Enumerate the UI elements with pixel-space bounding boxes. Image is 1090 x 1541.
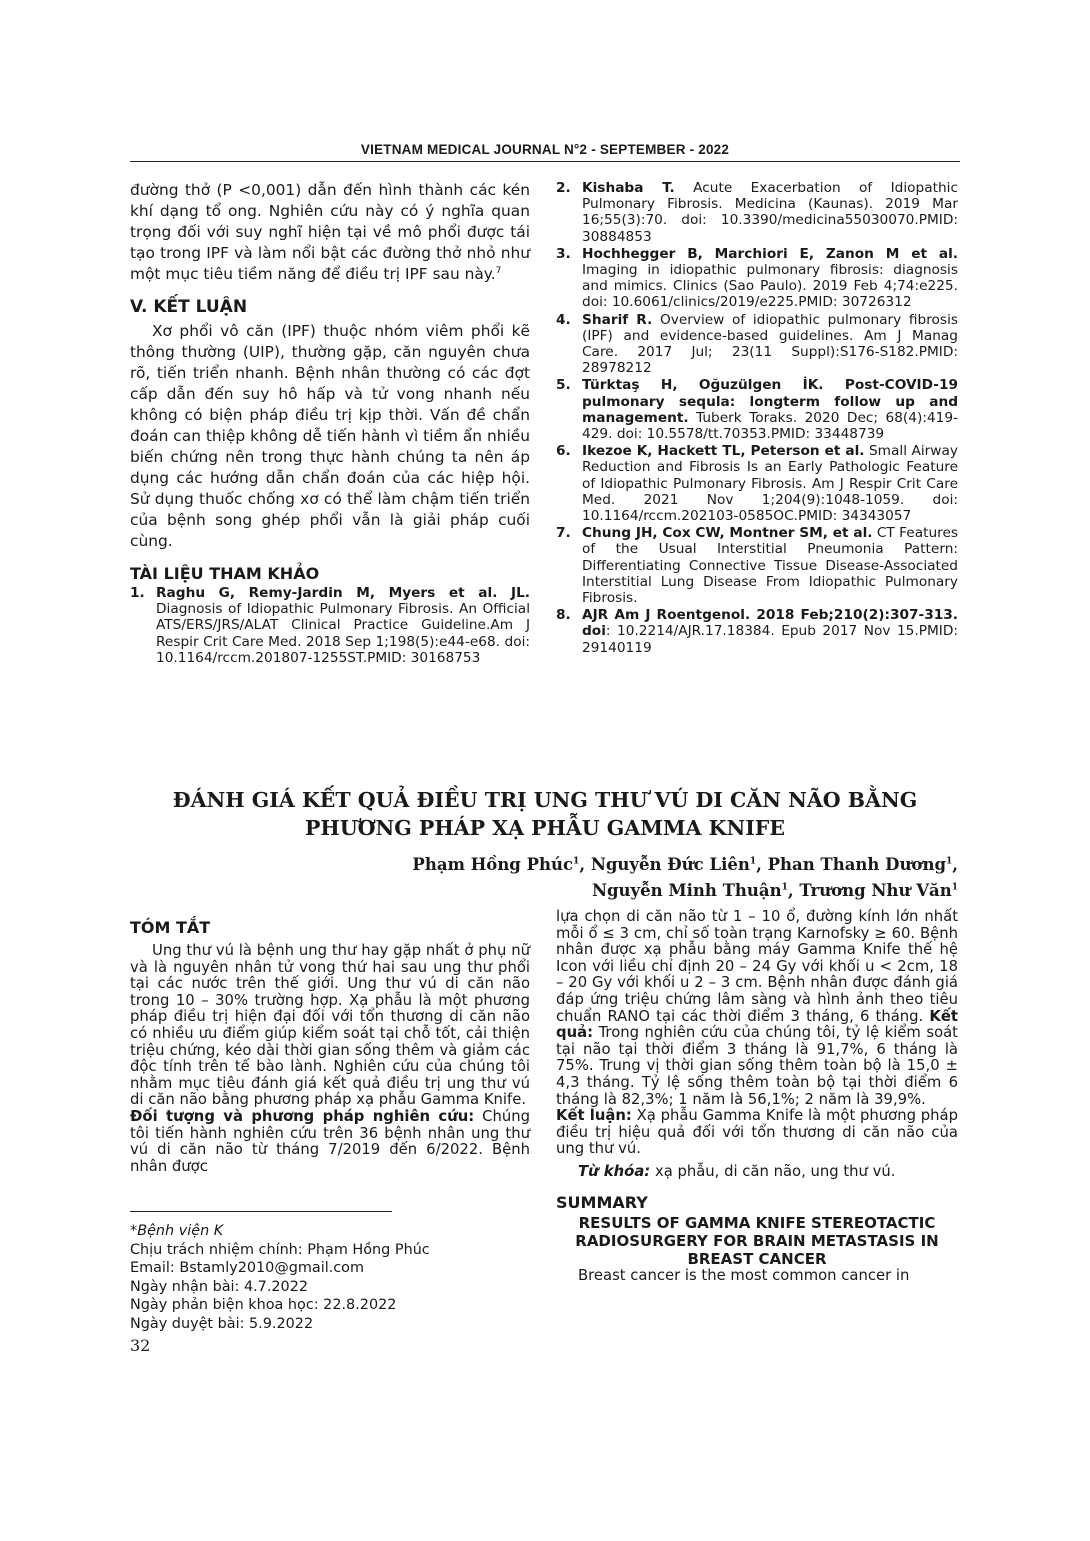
reference-item: [556, 312, 958, 377]
footnote-received: Ngày nhận bài: 4.7.2022: [130, 1278, 309, 1295]
abstract-heading: TÓM TẮT: [130, 918, 211, 937]
author-separator: ,: [579, 855, 591, 874]
continued-text: đường thở (P <0,001) dẫn đến hình thành các kén khí dạng tổ ong. Nghiên cứu này có ý nghĩa quan trọng đối với suy nghĩ hiện tại về mô phổi được tái tạo trong IPF và làm nổi bật các đường thở nhỏ như một mục tiêu tiềm năng để điều trị IPF sau này.: [130, 181, 530, 283]
reference-authors: Ikezoe K, Hackett TL, Peterson et al.: [582, 443, 865, 460]
author-separator: ,: [952, 855, 958, 874]
footnote-accepted: Ngày duyệt bài: 5.9.2022: [130, 1315, 314, 1332]
author-line-1: [338, 852, 958, 878]
reference-details: CT Features of the Usual Interstitial Pneumonia Pattern: Differentiating Connective Tissue Disease-Associated Interstitial Lung Disease From Idiopathic Pulmonary Fibrosis.: [582, 525, 958, 607]
abstract-paragraph-1: Ung thư vú là bệnh ung thư hay gặp nhất ở phụ nữ và là nguyên nhân tử vong thứ hai sau ung thư phổi tại các nước trên thế giới. Ung thư vú di căn não trong 10 – 30% trường hợp. Xạ phẫu là một phương pháp điều trị hiện đại đối với tổn thương di căn não có nhiều ưu điểm giúp kiểm soát tại chỗ tốt, cải thiện triệu chứng, kéo dài thời gian sống thêm và giảm các độc tính trên tế bào lành. Nghiên cứu của chúng tôi nhằm mục tiêu đánh giá kết quả điều trị ung thư vú di căn não bằng phương pháp xạ phẫu Gamma Knife.: [130, 942, 530, 1109]
author-separator: ,: [787, 881, 800, 900]
article-title: [130, 786, 960, 842]
results-text: Trong nghiên cứu của chúng tôi, tỷ lệ kiểm soát tại não tại thời điểm 3 tháng là 91,7%, 6 tháng là 75%. Trung vị thời gian sống thêm toàn bộ là 15,0 ± 4,3 tháng. Tỷ lệ sống thêm toàn bộ tại thời điểm 6 tháng là 82,3%; 1 năm là 56,1%; 2 năm là 39,9%.: [556, 1024, 958, 1108]
reference-number: 4.: [556, 311, 571, 328]
reference-authors: AJR Am J Roentgenol. 2018 Feb;210(2):307-313. doi: [582, 607, 958, 640]
author-name: Nguyễn Minh Thuận: [591, 881, 782, 900]
reference-details: Small Airway Reduction and Fibrosis Is an Early Pathologic Feature of Idiopathic Pulmonary Fibrosis. Am J Respir Crit Care Med. 2021 Nov 1;204(9):1048-1059. doi: 10.1164/rccm.202103-0585OC.PMID: 34343057: [582, 443, 958, 525]
reference-details: : 10.2214/AJR.17.18384. Epub 2017 Nov 15.PMID: 29140119: [582, 623, 958, 656]
conclusion-heading: V. KẾT LUẬN: [130, 297, 248, 317]
reference-details: Tuberk Toraks. 2020 Dec; 68(4):419-429. doi: 10.5578/tt.70353.PMID: 33448739: [582, 409, 958, 443]
reference-details: Acute Exacerbation of Idiopathic Pulmonary Fibrosis. Medicina (Kaunas). 2019 Mar 16;55(3):70. doi: 10.3390/medicina55030070.PMID: 30884853: [582, 180, 958, 245]
reference-details: Imaging in idiopathic pulmonary fibrosis: diagnosis and mimics. Clinics (Sao Paulo). 2019 Feb 4;74:e225. doi: 10.6061/clinics/2019/e225.PMID: 30726312: [582, 262, 958, 311]
continued-paragraph: [130, 180, 530, 285]
conclusion-label: Kết luận:: [556, 1107, 632, 1125]
footnote-responsible: Chịu trách nhiệm chính: Phạm Hồng Phúc: [130, 1241, 430, 1258]
reference-authors: Raghu G, Remy-Jardin M, Myers et al. JL.: [156, 585, 530, 601]
reference-details: Diagnosis of Idiopathic Pulmonary Fibrosis. An Official ATS/ERS/JRS/ALAT Clinical Practice Guideline.Am J Respir Crit Care Med. 2018 Sep 1;198(5):e44-e68. doi: 10.1164/rccm.201807-1255ST.PMID: 30168753: [156, 601, 530, 666]
reference-number: 1.: [130, 585, 145, 601]
prev-article-right-column: [556, 180, 958, 657]
abstract-methods-left: [130, 1109, 530, 1175]
abstract-left-column: [130, 908, 530, 1333]
reference-authors: Hochhegger B, Marchiori E, Zanon M et al.: [582, 245, 958, 262]
author-line-2: [338, 878, 958, 904]
reference-list-left: [130, 585, 530, 666]
reference-authors: Chung JH, Cox CW, Montner SM, et al.: [582, 525, 873, 542]
article-title-line1: ĐÁNH GIÁ KẾT QUẢ ĐIỀU TRỊ UNG THƯ VÚ DI CĂN NÃO BẰNG: [172, 788, 918, 812]
reference-item: [556, 377, 958, 442]
author-affiliation: 1: [951, 882, 958, 893]
header-rule: [130, 161, 960, 162]
reference-list-right: [556, 180, 958, 656]
author-affiliation: 1: [945, 856, 953, 867]
citation-sup: 7: [495, 265, 502, 276]
reference-number: 2.: [556, 180, 571, 196]
reference-item: [556, 246, 958, 311]
article-title-line2: PHƯƠNG PHÁP XẠ PHẪU GAMMA KNIFE: [305, 816, 785, 840]
reference-authors: Sharif R.: [582, 311, 653, 328]
reference-number: 8.: [556, 607, 571, 624]
conclusion-paragraph: Xơ phổi vô căn (IPF) thuộc nhóm viêm phổi kẽ thông thường (UIP), thường gặp, căn nguyên chưa rõ, tiến triển nhanh. Bệnh nhân thường có các đợt cấp dẫn đến suy hô hấp và tử vong nhanh nếu không có biện pháp điều trị kịp thời. Vấn đề chẩn đoán can thiệp không dễ tiến hành vì tiềm ẩn nhiều biến chứng nên trong thực hành chúng ta nên áp dụng các hướng dẫn chẩn đoán của các hiệp hội. Sử dụng thuốc chống xơ có thể làm chậm tiến triển của bệnh song ghép phổi vẫn là giải pháp cuối cùng.: [130, 322, 530, 550]
journal-header: VIETNAM MEDICAL JOURNAL N°2 - SEPTEMBER - 2022: [360, 142, 730, 157]
reference-number: 5.: [556, 377, 571, 394]
results-label: Kết quả:: [556, 1007, 958, 1042]
reference-item: [130, 585, 530, 666]
author-name: Trương Như Văn: [799, 881, 952, 900]
methods-text-part1: Chúng tôi tiến hành nghiên cứu trên 36 bệnh nhân ung thư vú di căn não từ tháng 7/2019 đến 6/2022. Bệnh nhân được: [130, 1107, 530, 1175]
reference-item: [556, 180, 958, 245]
reference-authors: Türktaş H, Oğuzülgen İK. Post-COVID-19 pulmonary sequla: longterm follow up and management.: [582, 377, 958, 426]
summary-heading: SUMMARY: [556, 1192, 648, 1212]
conclusion-text: Xạ phẫu Gamma Knife là một phương pháp điều trị hiệu quả đối với tổn thương di căn não của ung thư vú.: [556, 1107, 958, 1158]
summary-text: Breast cancer is the most common cancer in: [578, 1266, 910, 1284]
footnote-reviewed: Ngày phản biện khoa học: 22.8.2022: [130, 1297, 397, 1314]
summary-title: RESULTS OF GAMMA KNIFE STEREOTACTIC RADIOSURGERY FOR BRAIN METASTASIS IN BREAST CANCER: [575, 1213, 939, 1268]
reference-item: [556, 525, 958, 606]
author-affiliation: 1: [781, 882, 788, 893]
abstract-right-column: [556, 909, 958, 1284]
prev-article-left-column: [130, 180, 530, 667]
footnote-affiliation: *Bệnh viện K: [130, 1223, 224, 1240]
keywords-label: Từ khóa:: [578, 1162, 651, 1180]
keywords: [556, 1164, 958, 1181]
author-name: Phan Thanh Dương: [767, 855, 946, 874]
footnote-rule: [130, 1211, 392, 1212]
reference-details: Overview of idiopathic pulmonary fibrosis (IPF) and evidence-based guidelines. Am J Manag Care. 2017 Jul; 23(11 Suppl):S176-S182.PMID: 28978212: [582, 311, 958, 377]
reference-number: 7.: [556, 525, 571, 542]
references-heading: TÀI LIỆU THAM KHẢO: [130, 564, 320, 583]
author-separator: ,: [756, 855, 768, 874]
abstract-conclusion: [556, 1108, 958, 1158]
reference-item: [556, 443, 958, 524]
reference-authors: Kishaba T.: [582, 180, 675, 196]
keywords-text: xạ phẫu, di căn não, ung thư vú.: [650, 1162, 896, 1180]
author-name: Nguyễn Đức Liên: [590, 855, 750, 874]
author-list: [338, 852, 958, 904]
reference-item: [556, 607, 958, 656]
author-name: Phạm Hồng Phúc: [412, 855, 574, 874]
page-number: 32: [130, 1336, 151, 1355]
author-affiliation: 1: [573, 856, 580, 867]
abstract-methods-right: lựa chọn di căn não từ 1 – 10 ổ, đường kính lớn nhất mỗi ổ ≤ 3 cm, chỉ số toàn trạng Karnofsky ≥ 60. Bệnh nhân được xạ phẫu bằng máy Gamma Knife thế hệ Icon với liều chỉ định 20 – 24 Gy với khối u < 2cm, 18 – 20 Gy với khối u 2 – 3 cm. Bệnh nhân được đánh giá đáp ứng triệu chứng lâm sàng và hình ảnh theo tiêu chuẩn RANO tại các thời điểm 3 tháng, 6 tháng. Kết quả: Trong nghiên cứu của chúng tôi, tỷ lệ kiểm soát tại não tại thời điểm 3 tháng là 91,7%, 6 tháng là 75%. Trung vị thời gian sống thêm toàn bộ là 15,0 ± 4,3 tháng. Tỷ lệ sống thêm toàn bộ tại thời điểm 6 tháng là 82,3%; 1 năm là 56,1%; 2 năm là 39,9%.: [556, 908, 958, 1108]
reference-number: 6.: [556, 443, 571, 460]
methods-label: Đối tượng và phương pháp nghiên cứu:: [130, 1107, 475, 1125]
footnote-email: Email: Bstamly2010@gmail.com: [130, 1260, 365, 1277]
author-affiliation: 1: [749, 856, 757, 867]
reference-number: 3.: [556, 245, 571, 262]
